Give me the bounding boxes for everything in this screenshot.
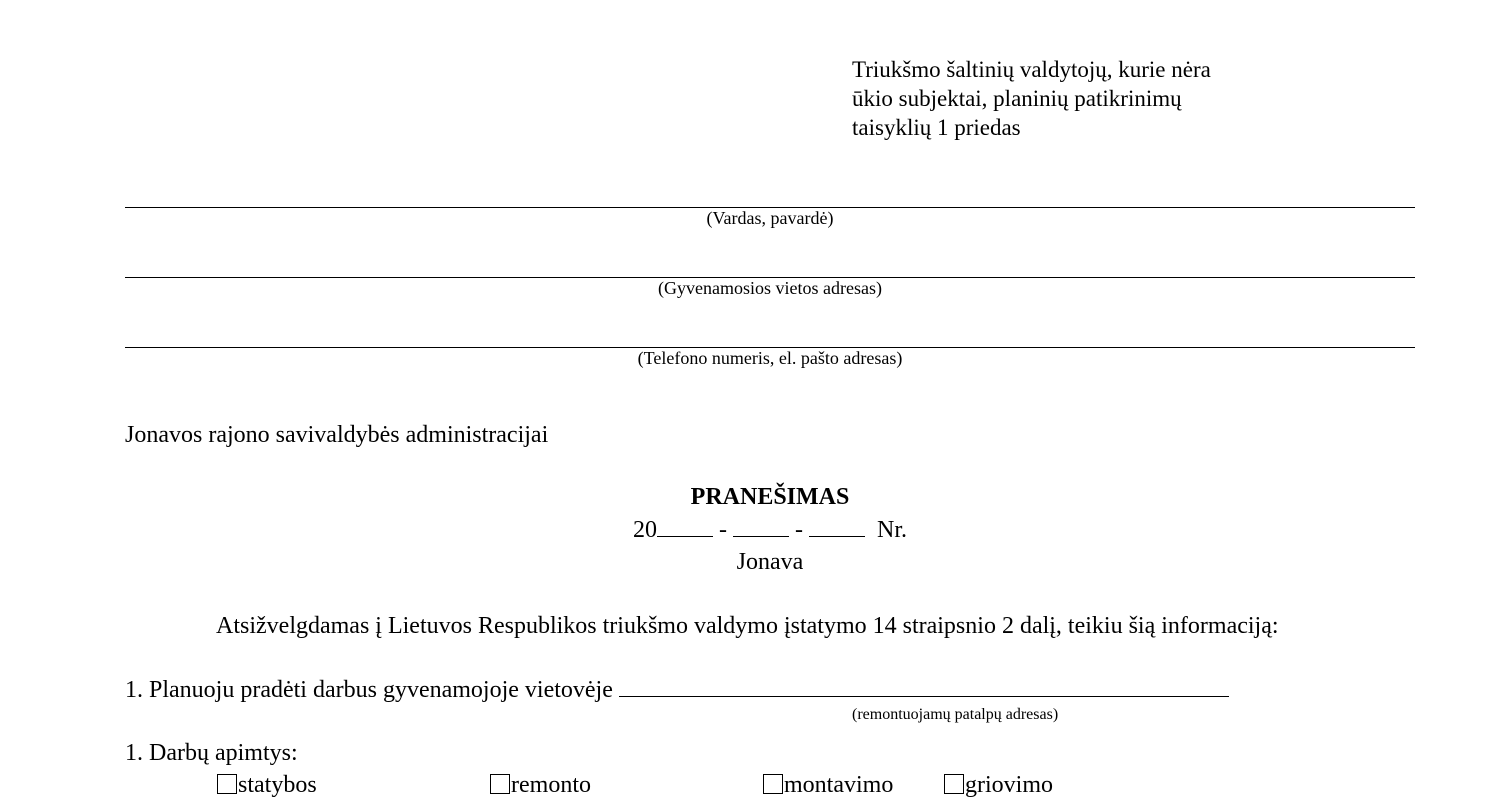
annex-line-3: taisyklių 1 priedas <box>852 115 1021 140</box>
option-remonto[interactable] <box>490 770 591 800</box>
option-griovimo[interactable] <box>944 770 1053 800</box>
work-address-caption: (remontuojamų patalpų adresas) <box>852 706 1059 723</box>
option-montavimo[interactable] <box>763 770 893 800</box>
annex-line-1: Triukšmo šaltinių valdytojų, kurie nėra <box>852 57 1211 82</box>
year-prefix: 20 <box>633 517 657 543</box>
day-blank[interactable] <box>809 516 865 537</box>
item-1 <box>125 674 1229 705</box>
option-label: statybos <box>238 772 317 798</box>
intro-paragraph-text: Atsižvelgdamas į Lietuvos Respublikos triukšmo valdymo įstatymo 14 straipsnio 2 dalį, teikiu šią informaciją: <box>216 613 1279 639</box>
address-caption: (Gyvenamosios vietos adresas) <box>658 278 882 298</box>
option-label: griovimo <box>965 772 1053 798</box>
work-address-blank[interactable] <box>619 674 1229 697</box>
name-caption: (Vardas, pavardė) <box>706 208 834 228</box>
option-label: remonto <box>511 772 591 798</box>
checkbox-icon[interactable] <box>217 774 237 794</box>
city: Jonava <box>736 549 804 575</box>
checkbox-icon[interactable] <box>490 774 510 794</box>
recipient: Jonavos rajono savivaldybės administracijai <box>125 422 549 448</box>
intro-paragraph <box>125 611 1415 642</box>
date-separator-1: - <box>713 517 733 543</box>
document-title: PRANEŠIMAS <box>690 484 850 510</box>
item-2: 1. Darbų apimtys: <box>125 740 298 766</box>
date-separator-2: - <box>789 517 809 543</box>
number-label: Nr. <box>877 517 907 543</box>
item-1-label: 1. Planuoju pradėti darbus gyvenamojoje vietovėje <box>125 677 613 703</box>
checkbox-icon[interactable] <box>763 774 783 794</box>
option-statybos[interactable] <box>217 770 317 800</box>
checkbox-icon[interactable] <box>944 774 964 794</box>
contact-caption: (Telefono numeris, el. pašto adresas) <box>637 348 903 368</box>
month-blank[interactable] <box>733 516 789 537</box>
year-blank[interactable] <box>657 516 713 537</box>
date-row <box>125 515 1415 545</box>
annex-reference <box>852 55 1211 142</box>
option-label: montavimo <box>784 772 894 798</box>
annex-line-2: ūkio subjektai, planinių patikrinimų <box>852 86 1182 111</box>
